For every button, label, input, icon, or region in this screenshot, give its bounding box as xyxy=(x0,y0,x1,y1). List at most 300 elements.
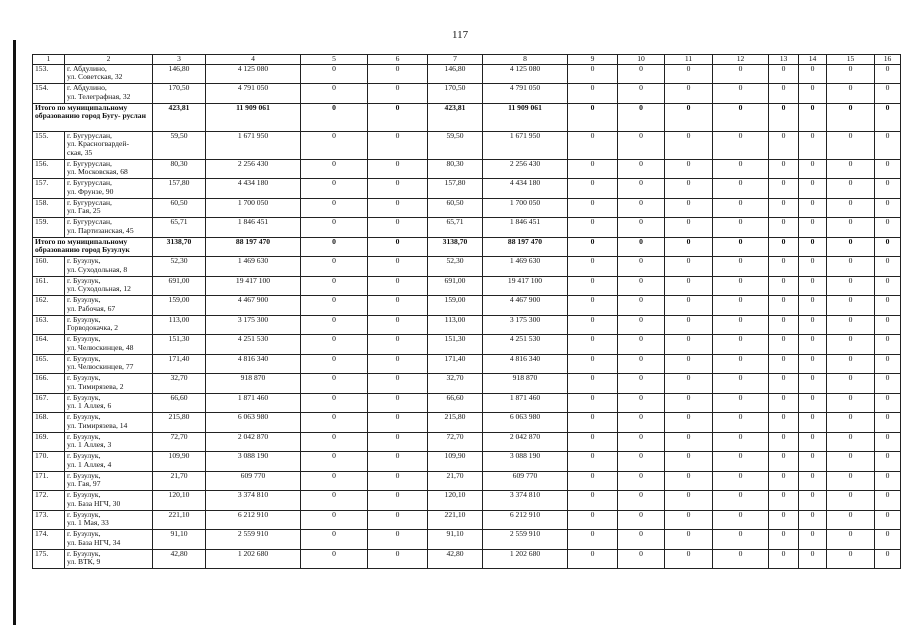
total-label: Итого по муниципальному образованию город Бузулук xyxy=(33,237,153,257)
value-cell: 0 xyxy=(301,393,368,413)
value-cell: 0 xyxy=(368,491,428,511)
value-cell: 0 xyxy=(368,413,428,433)
data-table xyxy=(32,54,901,569)
value-cell: 0 xyxy=(568,530,618,550)
row-index: 160. xyxy=(33,257,65,277)
address-line: ул. 1 Мая, 33 xyxy=(67,518,109,528)
table-row xyxy=(33,131,901,159)
row-index: 174. xyxy=(33,530,65,550)
value-cell: 0 xyxy=(665,374,713,394)
value-cell: 0 xyxy=(827,354,875,374)
value-cell: 0 xyxy=(769,393,799,413)
value-cell: 0 xyxy=(827,471,875,491)
value-cell: 0 xyxy=(875,491,901,511)
value-cell: 0 xyxy=(618,64,665,84)
value-cell: 11 909 061 xyxy=(206,103,301,131)
table-row xyxy=(33,159,901,179)
value-cell: 0 xyxy=(875,530,901,550)
value-cell: 0 xyxy=(665,159,713,179)
value-cell: 0 xyxy=(618,354,665,374)
value-cell: 221,10 xyxy=(428,510,483,530)
value-cell: 0 xyxy=(665,64,713,84)
value-cell: 0 xyxy=(799,491,827,511)
value-cell: 0 xyxy=(875,218,901,238)
left-margin-bar xyxy=(13,40,16,625)
column-number: 11 xyxy=(665,55,713,65)
address-line: ул. ВТК, 9 xyxy=(67,557,101,567)
value-cell: 0 xyxy=(665,413,713,433)
value-cell: 0 xyxy=(301,452,368,472)
address-cell xyxy=(65,159,153,179)
value-cell: 0 xyxy=(568,471,618,491)
value-cell: 159,00 xyxy=(153,296,206,316)
value-cell: 0 xyxy=(618,296,665,316)
value-cell: 0 xyxy=(769,179,799,199)
value-cell: 32,70 xyxy=(428,374,483,394)
value-cell: 4 251 530 xyxy=(206,335,301,355)
value-cell: 0 xyxy=(301,237,368,257)
value-cell: 0 xyxy=(618,432,665,452)
address-line: г. Бузулук, xyxy=(67,451,101,461)
address-line: г. Бузулук, xyxy=(67,373,101,383)
value-cell: 4 434 180 xyxy=(483,179,568,199)
value-cell: 0 xyxy=(301,315,368,335)
table-row xyxy=(33,218,901,238)
value-cell: 0 xyxy=(368,276,428,296)
value-cell: 0 xyxy=(368,452,428,472)
value-cell: 0 xyxy=(827,276,875,296)
value-cell: 0 xyxy=(827,257,875,277)
value-cell: 0 xyxy=(665,296,713,316)
value-cell: 113,00 xyxy=(428,315,483,335)
value-cell: 0 xyxy=(568,315,618,335)
value-cell: 0 xyxy=(301,413,368,433)
value-cell: 0 xyxy=(301,296,368,316)
value-cell: 0 xyxy=(665,510,713,530)
address-line: г. Бузулук, xyxy=(67,276,101,285)
value-cell: 0 xyxy=(568,393,618,413)
row-index: 161. xyxy=(33,276,65,296)
value-cell: 0 xyxy=(769,131,799,159)
address-cell xyxy=(65,491,153,511)
value-cell: 0 xyxy=(799,510,827,530)
value-cell: 0 xyxy=(368,218,428,238)
value-cell: 0 xyxy=(799,237,827,257)
value-cell: 0 xyxy=(665,218,713,238)
value-cell: 2 042 870 xyxy=(483,432,568,452)
value-cell: 0 xyxy=(799,131,827,159)
value-cell: 0 xyxy=(713,296,769,316)
value-cell: 0 xyxy=(368,354,428,374)
value-cell: 0 xyxy=(301,491,368,511)
value-cell: 0 xyxy=(618,276,665,296)
value-cell: 0 xyxy=(301,335,368,355)
value-cell: 0 xyxy=(368,374,428,394)
value-cell: 609 770 xyxy=(206,471,301,491)
value-cell: 72,70 xyxy=(153,432,206,452)
column-number-row xyxy=(33,55,901,65)
value-cell: 1 202 680 xyxy=(483,549,568,569)
address-line: г. Бузулук, xyxy=(67,315,101,324)
value-cell: 0 xyxy=(769,103,799,131)
address-line: г. Бузулук, xyxy=(67,549,101,558)
table-row xyxy=(33,296,901,316)
address-line: г. Бузулук, xyxy=(67,393,101,402)
address-line: ул. 1 Аллея, 3 xyxy=(67,440,112,450)
value-cell: 109,90 xyxy=(428,452,483,472)
address-cell xyxy=(65,257,153,277)
table-row xyxy=(33,257,901,277)
value-cell: 0 xyxy=(713,549,769,569)
value-cell: 0 xyxy=(618,237,665,257)
value-cell: 0 xyxy=(713,257,769,277)
value-cell: 0 xyxy=(568,335,618,355)
value-cell: 0 xyxy=(368,471,428,491)
address-line: г. Бузулук, xyxy=(67,529,101,539)
table-row xyxy=(33,335,901,355)
value-cell: 0 xyxy=(713,218,769,238)
value-cell: 0 xyxy=(665,198,713,218)
value-cell: 0 xyxy=(618,393,665,413)
value-cell: 0 xyxy=(618,103,665,131)
total-label: Итого по муниципальному образованию город Бугу- руслан xyxy=(33,103,153,131)
value-cell: 0 xyxy=(827,491,875,511)
value-cell: 0 xyxy=(769,296,799,316)
value-cell: 19 417 100 xyxy=(483,276,568,296)
value-cell: 4 816 340 xyxy=(206,354,301,374)
value-cell: 0 xyxy=(618,413,665,433)
address-line: г. Бугуруслан, xyxy=(67,198,112,207)
value-cell: 0 xyxy=(368,198,428,218)
value-cell: 0 xyxy=(799,296,827,316)
address-line: г. Бугуруслан, xyxy=(67,159,112,168)
address-cell xyxy=(65,354,153,374)
value-cell: 423,81 xyxy=(428,103,483,131)
value-cell: 0 xyxy=(769,413,799,433)
value-cell: 91,10 xyxy=(153,530,206,550)
value-cell: 80,30 xyxy=(428,159,483,179)
value-cell: 0 xyxy=(618,491,665,511)
value-cell: 0 xyxy=(368,510,428,530)
table-row xyxy=(33,432,901,452)
value-cell: 32,70 xyxy=(153,374,206,394)
address-line: ул. Московская, 68 xyxy=(67,167,128,177)
value-cell: 0 xyxy=(769,315,799,335)
value-cell: 0 xyxy=(827,237,875,257)
value-cell: 3 374 810 xyxy=(483,491,568,511)
value-cell: 3 088 190 xyxy=(206,452,301,472)
value-cell: 0 xyxy=(875,64,901,84)
address-line: г. Бузулук, xyxy=(67,354,101,363)
address-cell xyxy=(65,84,153,104)
value-cell: 3138,70 xyxy=(153,237,206,257)
value-cell: 0 xyxy=(875,354,901,374)
value-cell: 0 xyxy=(713,432,769,452)
table-row xyxy=(33,393,901,413)
row-index: 158. xyxy=(33,198,65,218)
value-cell: 0 xyxy=(618,471,665,491)
value-cell: 0 xyxy=(875,452,901,472)
value-cell: 0 xyxy=(799,354,827,374)
column-number: 3 xyxy=(153,55,206,65)
value-cell: 0 xyxy=(827,374,875,394)
value-cell: 0 xyxy=(301,276,368,296)
value-cell: 4 467 900 xyxy=(483,296,568,316)
value-cell: 1 871 460 xyxy=(483,393,568,413)
value-cell: 0 xyxy=(799,103,827,131)
column-number: 7 xyxy=(428,55,483,65)
address-line: г. Абдулино, xyxy=(67,83,107,93)
value-cell: 91,10 xyxy=(428,530,483,550)
column-number: 6 xyxy=(368,55,428,65)
value-cell: 0 xyxy=(769,159,799,179)
value-cell: 157,80 xyxy=(428,179,483,199)
value-cell: 80,30 xyxy=(153,159,206,179)
value-cell: 146,80 xyxy=(428,64,483,84)
row-index: 170. xyxy=(33,452,65,472)
address-line: ул. Советская, 32 xyxy=(67,72,123,82)
value-cell: 120,10 xyxy=(153,491,206,511)
value-cell: 215,80 xyxy=(428,413,483,433)
column-number: 15 xyxy=(827,55,875,65)
value-cell: 0 xyxy=(827,179,875,199)
value-cell: 0 xyxy=(827,432,875,452)
address-cell xyxy=(65,131,153,159)
address-line: Горводокачка, 2 xyxy=(67,323,119,333)
value-cell: 2 256 430 xyxy=(206,159,301,179)
address-line: ул. Тимирязева, 14 xyxy=(67,420,128,430)
value-cell: 0 xyxy=(568,103,618,131)
address-line: г. Бузулук, xyxy=(67,412,101,422)
address-cell xyxy=(65,393,153,413)
value-cell: 0 xyxy=(875,84,901,104)
value-cell: 918 870 xyxy=(483,374,568,394)
value-cell: 0 xyxy=(665,491,713,511)
value-cell: 0 xyxy=(827,510,875,530)
value-cell: 0 xyxy=(618,374,665,394)
value-cell: 1 469 630 xyxy=(206,257,301,277)
value-cell: 0 xyxy=(769,218,799,238)
value-cell: 2 256 430 xyxy=(483,159,568,179)
value-cell: 0 xyxy=(875,237,901,257)
value-cell: 0 xyxy=(568,510,618,530)
value-cell: 0 xyxy=(769,276,799,296)
address-line: ул. Гая, 97 xyxy=(67,479,101,489)
value-cell: 1 671 950 xyxy=(483,131,568,159)
row-index: 175. xyxy=(33,549,65,569)
value-cell: 0 xyxy=(568,257,618,277)
row-index: 165. xyxy=(33,354,65,374)
table-row xyxy=(33,549,901,569)
value-cell: 0 xyxy=(301,530,368,550)
value-cell: 0 xyxy=(665,237,713,257)
value-cell: 0 xyxy=(568,179,618,199)
value-cell: 0 xyxy=(875,296,901,316)
value-cell: 4 125 080 xyxy=(206,64,301,84)
value-cell: 0 xyxy=(618,452,665,472)
value-cell: 0 xyxy=(301,179,368,199)
value-cell: 159,00 xyxy=(428,296,483,316)
value-cell: 113,00 xyxy=(153,315,206,335)
table-row xyxy=(33,510,901,530)
column-number: 5 xyxy=(301,55,368,65)
value-cell: 0 xyxy=(665,549,713,569)
value-cell: 0 xyxy=(618,315,665,335)
value-cell: 0 xyxy=(301,131,368,159)
value-cell: 2 559 910 xyxy=(206,530,301,550)
value-cell: 0 xyxy=(301,84,368,104)
value-cell: 0 xyxy=(301,159,368,179)
value-cell: 0 xyxy=(665,393,713,413)
value-cell: 88 197 470 xyxy=(483,237,568,257)
address-line: ул. Суходольная, 8 xyxy=(67,264,128,274)
value-cell: 0 xyxy=(799,393,827,413)
value-cell: 59,50 xyxy=(153,131,206,159)
value-cell: 0 xyxy=(799,452,827,472)
value-cell: 3 175 300 xyxy=(483,315,568,335)
value-cell: 0 xyxy=(799,218,827,238)
value-cell: 0 xyxy=(875,276,901,296)
address-line: ул. Тимирязева, 2 xyxy=(67,381,124,391)
value-cell: 120,10 xyxy=(428,491,483,511)
value-cell: 0 xyxy=(368,296,428,316)
value-cell: 0 xyxy=(799,315,827,335)
address-cell xyxy=(65,530,153,550)
value-cell: 691,00 xyxy=(153,276,206,296)
value-cell: 0 xyxy=(799,374,827,394)
value-cell: 60,50 xyxy=(428,198,483,218)
address-line: г. Бугуруслан, xyxy=(67,131,112,140)
value-cell: 0 xyxy=(799,413,827,433)
value-cell: 146,80 xyxy=(153,64,206,84)
value-cell: 0 xyxy=(568,218,618,238)
value-cell: 0 xyxy=(665,315,713,335)
row-index: 157. xyxy=(33,179,65,199)
address-cell xyxy=(65,374,153,394)
value-cell: 0 xyxy=(875,432,901,452)
value-cell: 0 xyxy=(665,432,713,452)
value-cell: 0 xyxy=(713,276,769,296)
column-number: 8 xyxy=(483,55,568,65)
value-cell: 0 xyxy=(301,432,368,452)
address-line: ул. Гая, 25 xyxy=(67,206,101,216)
value-cell: 0 xyxy=(875,393,901,413)
value-cell: 0 xyxy=(713,413,769,433)
address-line: ул. 1 Аллея, 6 xyxy=(67,401,112,411)
value-cell: 0 xyxy=(301,471,368,491)
value-cell: 0 xyxy=(568,452,618,472)
value-cell: 0 xyxy=(875,257,901,277)
value-cell: 0 xyxy=(827,84,875,104)
value-cell: 1 846 451 xyxy=(206,218,301,238)
table-row xyxy=(33,530,901,550)
value-cell: 0 xyxy=(799,64,827,84)
table-row xyxy=(33,84,901,104)
value-cell: 0 xyxy=(799,257,827,277)
value-cell: 0 xyxy=(827,103,875,131)
value-cell: 0 xyxy=(827,393,875,413)
value-cell: 4 791 050 xyxy=(483,84,568,104)
value-cell: 0 xyxy=(769,257,799,277)
row-index: 167. xyxy=(33,393,65,413)
address-cell xyxy=(65,471,153,491)
address-line: ул. База НГЧ, 30 xyxy=(67,498,121,508)
value-cell: 171,40 xyxy=(428,354,483,374)
row-index: 168. xyxy=(33,413,65,433)
value-cell: 21,70 xyxy=(153,471,206,491)
value-cell: 21,70 xyxy=(428,471,483,491)
value-cell: 0 xyxy=(368,549,428,569)
value-cell: 0 xyxy=(769,237,799,257)
value-cell: 0 xyxy=(301,103,368,131)
value-cell: 0 xyxy=(618,530,665,550)
value-cell: 11 909 061 xyxy=(483,103,568,131)
value-cell: 0 xyxy=(799,179,827,199)
value-cell: 0 xyxy=(827,131,875,159)
value-cell: 151,30 xyxy=(428,335,483,355)
value-cell: 0 xyxy=(875,374,901,394)
address-line: ул. Красногвардей- xyxy=(67,139,130,149)
value-cell: 0 xyxy=(713,491,769,511)
address-line: г. Бузулук, xyxy=(67,432,101,441)
table-row xyxy=(33,198,901,218)
value-cell: 4 251 530 xyxy=(483,335,568,355)
value-cell: 0 xyxy=(875,471,901,491)
value-cell: 0 xyxy=(875,549,901,569)
value-cell: 0 xyxy=(665,471,713,491)
value-cell: 0 xyxy=(713,179,769,199)
value-cell: 0 xyxy=(665,179,713,199)
value-cell: 6 063 980 xyxy=(483,413,568,433)
value-cell: 609 770 xyxy=(483,471,568,491)
column-number: 2 xyxy=(65,55,153,65)
value-cell: 0 xyxy=(827,198,875,218)
value-cell: 0 xyxy=(827,335,875,355)
value-cell: 0 xyxy=(827,452,875,472)
value-cell: 0 xyxy=(368,103,428,131)
value-cell: 0 xyxy=(769,374,799,394)
address-cell xyxy=(65,218,153,238)
row-index: 163. xyxy=(33,315,65,335)
address-cell xyxy=(65,179,153,199)
value-cell: 0 xyxy=(875,131,901,159)
value-cell: 0 xyxy=(301,374,368,394)
value-cell: 0 xyxy=(769,510,799,530)
address-cell xyxy=(65,510,153,530)
value-cell: 4 816 340 xyxy=(483,354,568,374)
row-index: 155. xyxy=(33,131,65,159)
address-line: ул. Челюскинцев, 48 xyxy=(67,342,134,352)
value-cell: 151,30 xyxy=(153,335,206,355)
value-cell: 0 xyxy=(827,413,875,433)
address-cell xyxy=(65,549,153,569)
table-row xyxy=(33,413,901,433)
address-line: ул. Фрунзе, 90 xyxy=(67,186,114,196)
value-cell: 0 xyxy=(799,276,827,296)
value-cell: 0 xyxy=(568,198,618,218)
row-index: 171. xyxy=(33,471,65,491)
value-cell: 0 xyxy=(769,549,799,569)
value-cell: 0 xyxy=(713,335,769,355)
address-line: г. Абдулино, xyxy=(67,64,107,73)
value-cell: 42,80 xyxy=(428,549,483,569)
value-cell: 0 xyxy=(827,64,875,84)
value-cell: 19 417 100 xyxy=(206,276,301,296)
table-row xyxy=(33,179,901,199)
address-cell xyxy=(65,432,153,452)
value-cell: 0 xyxy=(618,198,665,218)
value-cell: 0 xyxy=(799,198,827,218)
